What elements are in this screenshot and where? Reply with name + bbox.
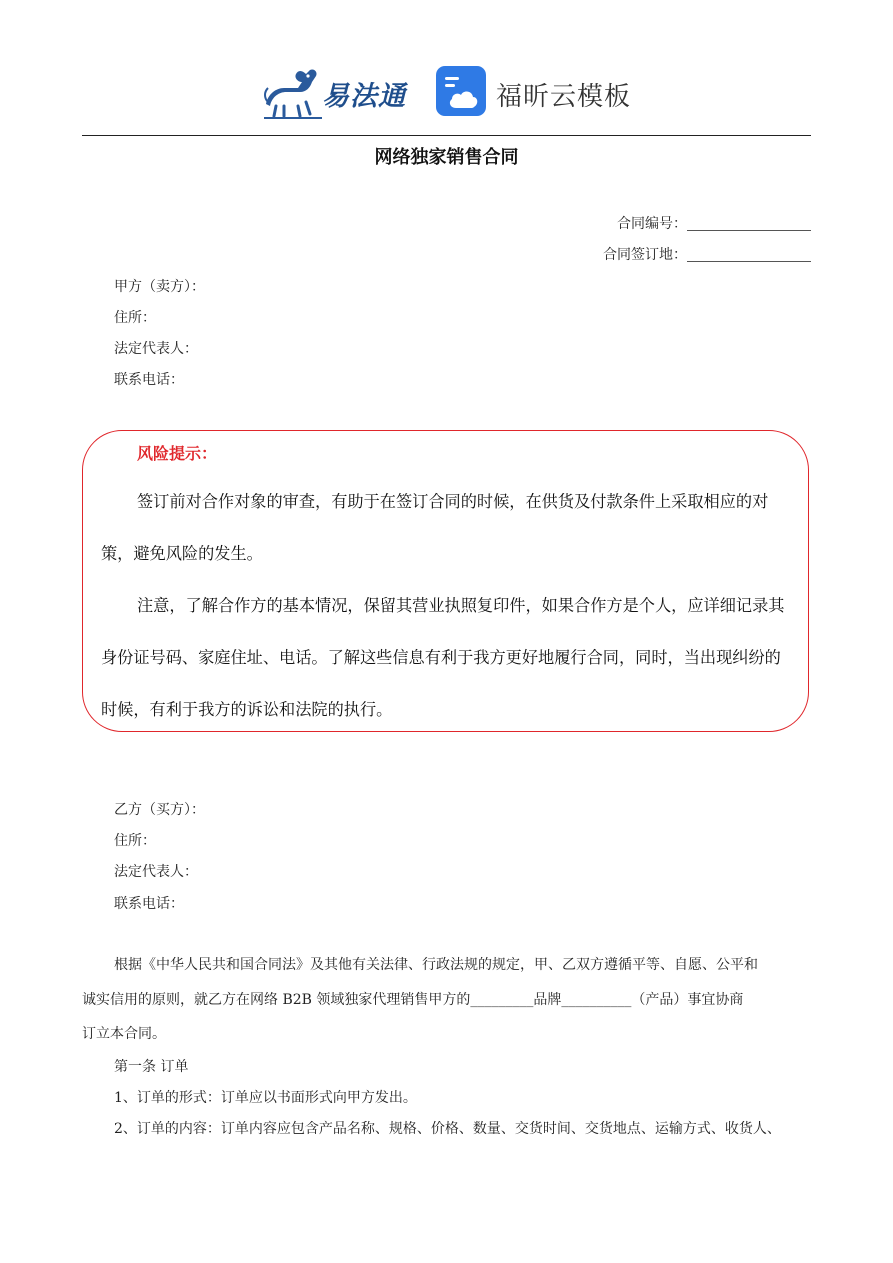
party-a-legal-rep: 法定代表人： xyxy=(114,341,198,357)
page-title: 网络独家销售合同 xyxy=(374,147,519,168)
party-b-name: 乙方（买方）： xyxy=(114,802,205,818)
contract-place-blank xyxy=(687,260,811,262)
party-b-legal-rep: 法定代表人： xyxy=(114,864,198,880)
party-a-phone: 联系电话： xyxy=(114,372,184,388)
article-1-item-2: 2、订单的内容：订单内容应包含产品名称、规格、价格、数量、交货时间、交货地点、运输方式、收货人、 xyxy=(114,1121,781,1137)
yifatong-logo-text: 易法通 xyxy=(322,81,406,112)
intro-line-3: 订立本合同。 xyxy=(82,1026,166,1042)
fuxin-template-logo xyxy=(436,66,636,118)
cloud-document-icon xyxy=(436,66,486,116)
header-divider xyxy=(82,135,811,136)
article-1-item-1: 1、订单的形式：订单应以书面形式向甲方发出。 xyxy=(114,1090,417,1106)
fuxin-template-text: 福昕云模板 xyxy=(496,82,632,112)
contract-number-line xyxy=(617,213,811,233)
yifatong-logo xyxy=(262,62,412,120)
contract-number-label: 合同编号： xyxy=(617,216,687,232)
risk-notice-box xyxy=(82,430,809,732)
intro-line-1: 根据《中华人民共和国合同法》及其他有关法律、行政法规的规定，甲、乙双方遵循平等、自愿、公平和 xyxy=(114,957,758,973)
contract-place-line xyxy=(603,244,811,264)
party-a-name: 甲方（卖方）： xyxy=(114,279,205,295)
contract-place-label: 合同签订地： xyxy=(603,247,687,263)
contract-number-blank xyxy=(687,229,811,231)
risk-notice-paragraph-2: 注意，了解合作方的基本情况，保留其营业执照复印件，如果合作方是个人，应详细记录其身份证号码、家庭住址、电话。了解这些信息有利于我方更好地履行合同，同时，当出现纠纷的时候，有利于我方的诉讼和法院的执行。 xyxy=(101,596,785,719)
party-b-address: 住所： xyxy=(114,833,156,849)
party-a-address: 住所： xyxy=(114,310,156,326)
contract-intro-paragraph xyxy=(82,948,812,1052)
article-1-title: 第一条 订单 xyxy=(114,1059,189,1075)
qilin-icon xyxy=(262,62,324,120)
intro-line-2: 诚实信用的原则，就乙方在网络 B2B 领域独家代理销售甲方的_________品牌__________（产品）事宜协商 xyxy=(82,991,744,1008)
party-b-phone: 联系电话： xyxy=(114,896,184,912)
page-header xyxy=(0,58,893,122)
risk-notice-paragraph-1: 签订前对合作对象的审查，有助于在签订合同的时候，在供货及付款条件上采取相应的对策，避免风险的发生。 xyxy=(101,492,769,563)
risk-notice-title: 风险提示： xyxy=(137,444,218,463)
